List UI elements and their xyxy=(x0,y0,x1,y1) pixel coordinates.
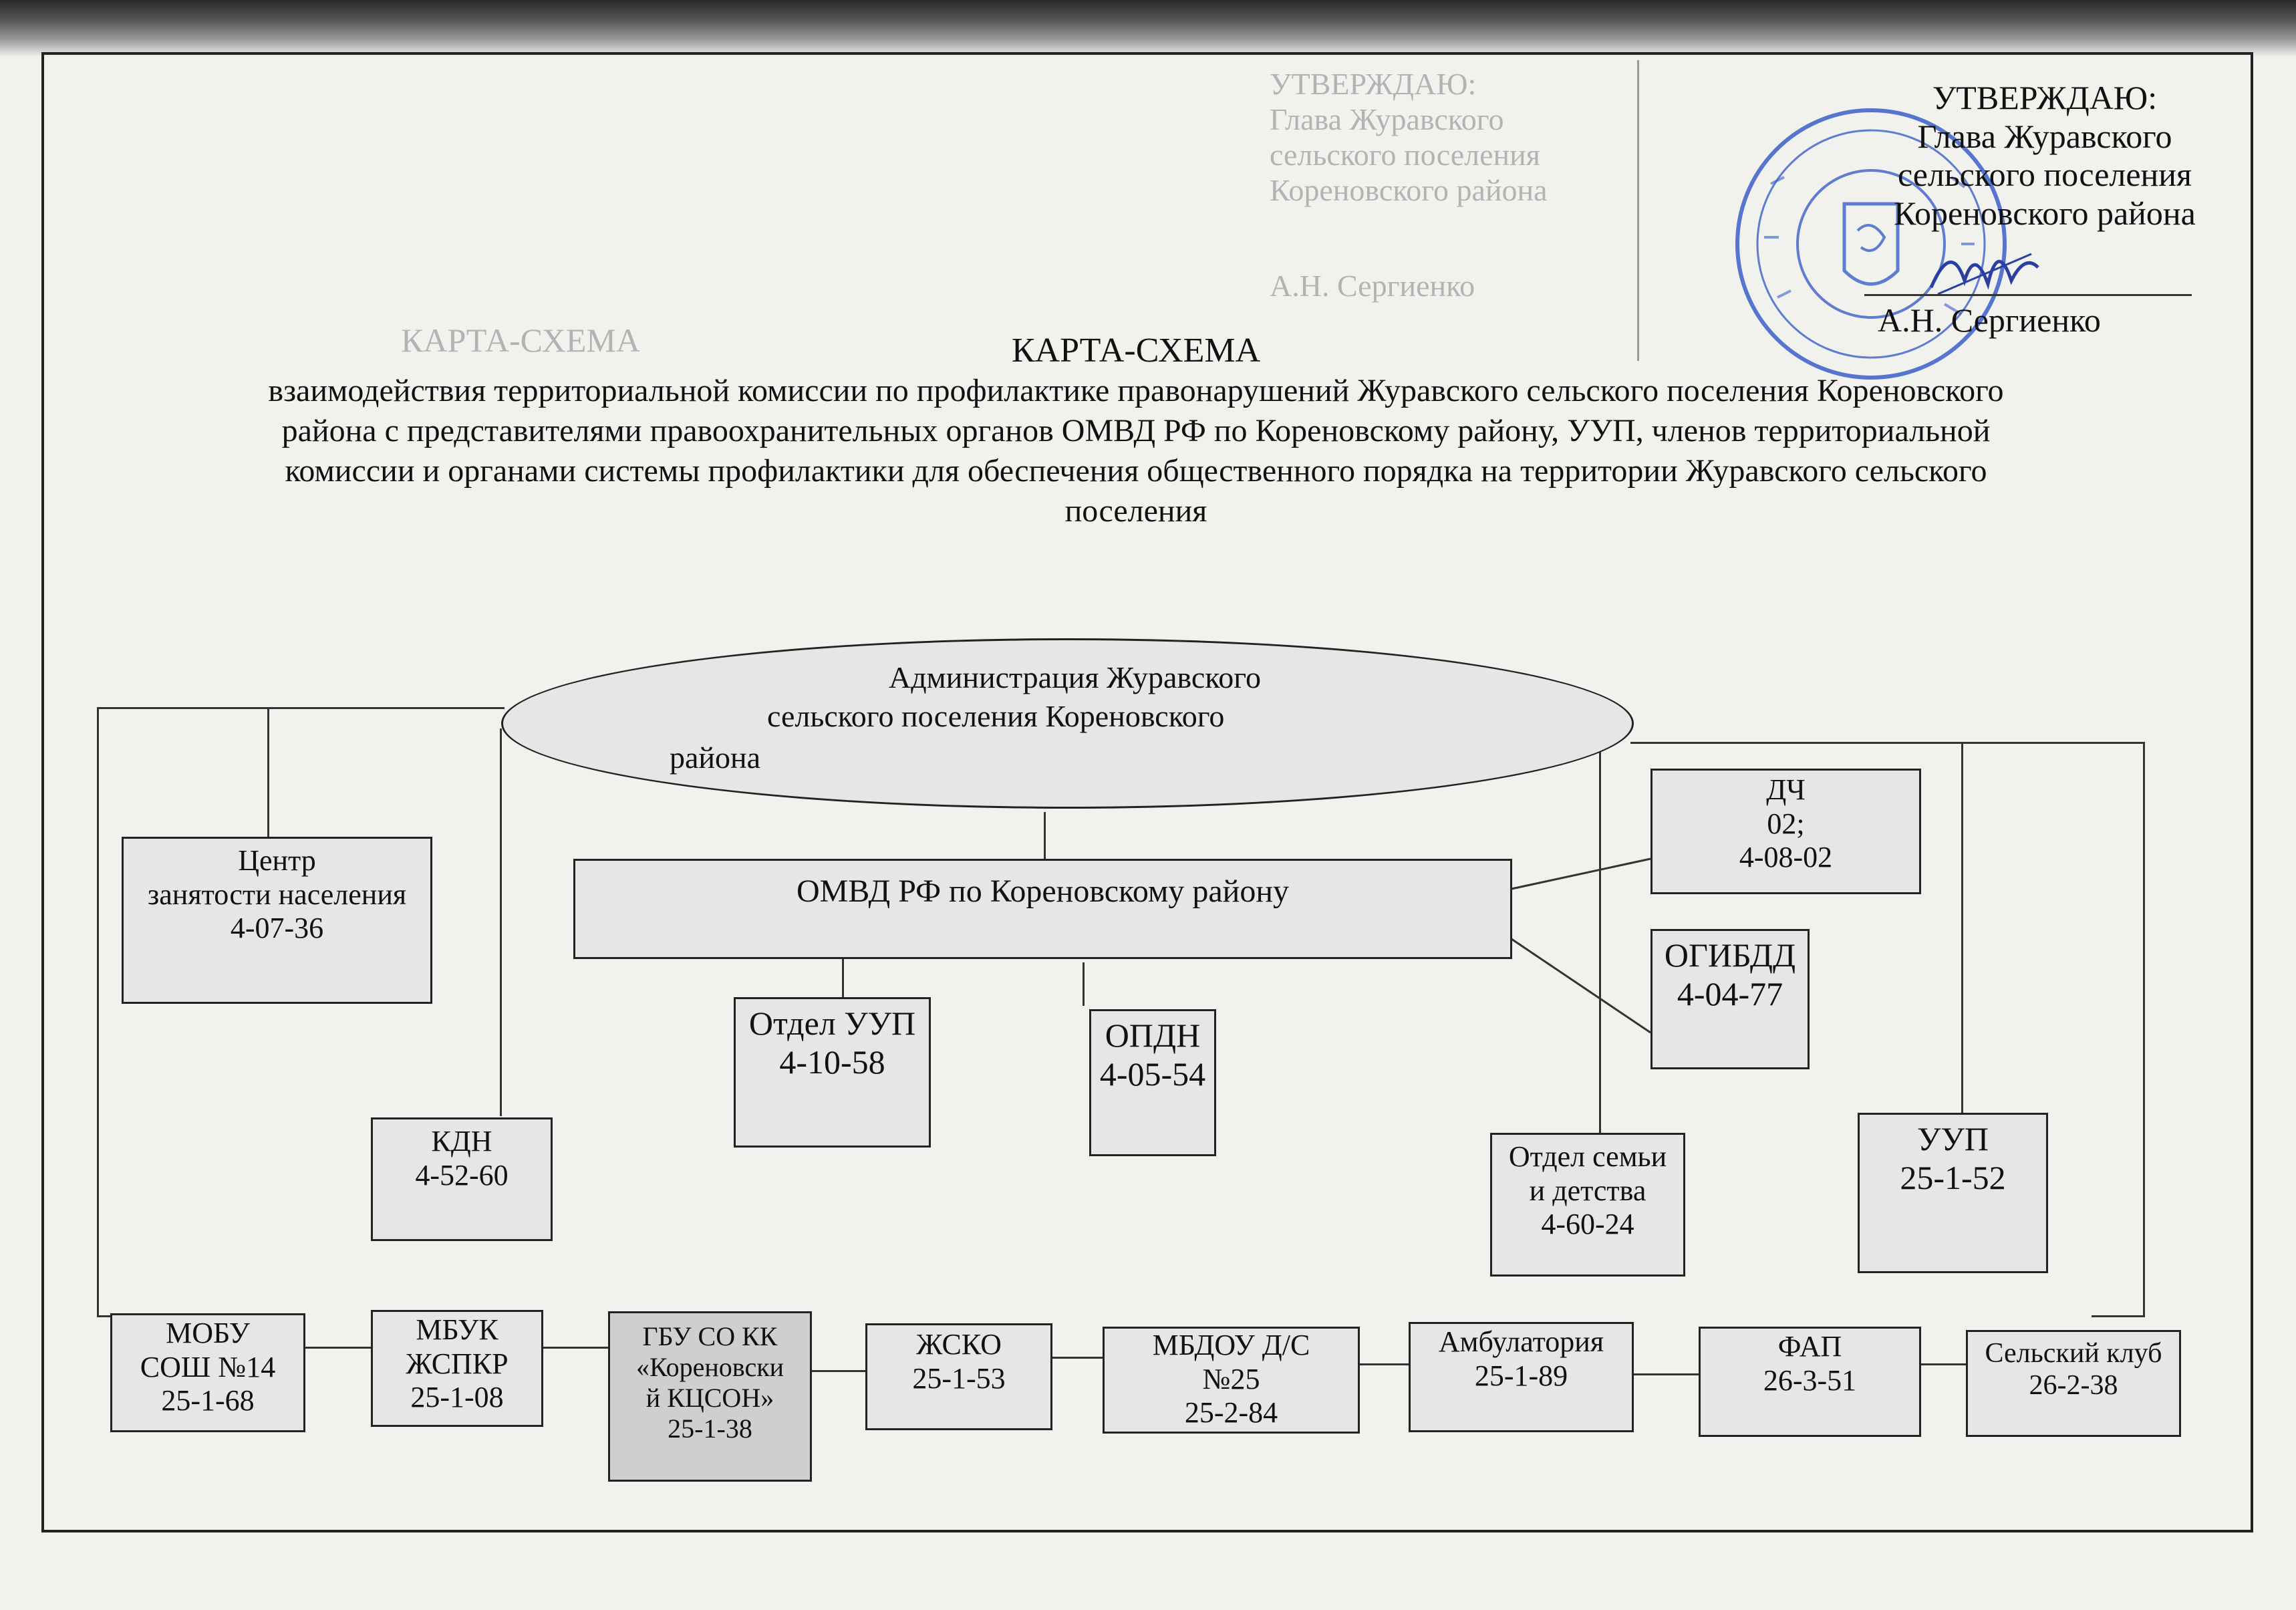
node-label: №25 xyxy=(1202,1362,1260,1395)
approval-line: Глава Журавского xyxy=(1917,117,2172,155)
dch-node xyxy=(1651,769,1921,894)
node-phone: 25-1-52 xyxy=(1900,1158,2006,1196)
approval-signer: А.Н. Сергиенко xyxy=(1878,301,2101,339)
bottom-node-ambulatory xyxy=(1409,1322,1634,1432)
family-department-node xyxy=(1490,1133,1685,1277)
bottom-node-zhsko xyxy=(865,1323,1052,1430)
title-line: комиссии и органами системы профилактики для обеспечения общественного порядка на территории Журавского сельского xyxy=(285,453,1987,489)
node-label: СОШ №14 xyxy=(140,1350,276,1383)
node-label: и детства xyxy=(1529,1174,1646,1207)
node-phone: 4-05-54 xyxy=(1099,1055,1206,1093)
node-label: МБУК xyxy=(416,1313,498,1346)
node-phone: 26-3-51 xyxy=(1763,1363,1857,1397)
title-line: поселения xyxy=(1064,493,1207,529)
node-label: МБДОУ Д/С xyxy=(1152,1329,1310,1361)
ghost-approval-line: Кореновского района xyxy=(1270,172,1548,207)
employment-center-node xyxy=(122,837,432,1004)
opdn-node xyxy=(1089,1009,1216,1156)
node-label: КДН xyxy=(431,1125,492,1158)
approval-heading: УТВЕРЖДАЮ: xyxy=(1932,79,2158,116)
node-phone: 4-52-60 xyxy=(415,1158,509,1192)
node-phone: 4-10-58 xyxy=(779,1043,885,1081)
bottom-node-club xyxy=(1966,1330,2181,1437)
node-phone: 25-1-68 xyxy=(161,1384,255,1418)
node-label: ФАП xyxy=(1777,1330,1842,1363)
node-label: й КЦСОН» xyxy=(645,1383,774,1413)
node-label: «Кореновски xyxy=(635,1352,784,1382)
ogibdd-node xyxy=(1651,929,1810,1069)
node-phone: 25-1-08 xyxy=(410,1381,504,1414)
omvd-label: ОМВД РФ по Кореновскому району xyxy=(796,874,1290,909)
title-heading: КАРТА-СХЕМА xyxy=(1011,331,1261,370)
node-phone: 25-1-53 xyxy=(912,1361,1006,1395)
ghost-approval-line: сельского поселения xyxy=(1270,137,1540,172)
node-label: Отдел УУП xyxy=(748,1004,916,1042)
node-label: занятости населения xyxy=(147,878,407,911)
omvd-node xyxy=(573,859,1512,959)
node-phone: 25-1-38 xyxy=(668,1414,752,1444)
node-phone: 4-07-36 xyxy=(230,912,324,945)
ghost-title: КАРТА-СХЕМА xyxy=(401,321,640,359)
node-phone: 4-08-02 xyxy=(1739,841,1833,874)
node-label: ГБУ СО КК xyxy=(642,1321,778,1351)
bottom-node-mbuk xyxy=(371,1310,543,1427)
node-phone: 4-60-24 xyxy=(1541,1208,1634,1241)
node-label: ЖСКО xyxy=(916,1328,1002,1361)
bottom-node-mbdou xyxy=(1103,1327,1360,1434)
node-label: ЖСПКР xyxy=(406,1347,509,1380)
node-label: Центр xyxy=(238,844,316,877)
uup-node xyxy=(1858,1113,2048,1273)
kdn-node xyxy=(371,1117,553,1241)
bottom-node-mobu xyxy=(110,1313,305,1432)
title-line: района с представителями правоохранительных органов ОМВД РФ по Кореновскому району, УУП, членов территориальной xyxy=(281,413,1991,448)
admin-label-1: Администрация Журавского xyxy=(889,660,1261,694)
node-label: 02; xyxy=(1767,807,1805,840)
ghost-approval-signer: А.Н. Сергиенко xyxy=(1270,268,1475,303)
node-label: Амбулатория xyxy=(1438,1325,1604,1358)
node-phone: 26-2-38 xyxy=(2029,1370,2118,1401)
node-phone: 25-2-84 xyxy=(1184,1396,1278,1430)
node-phone: 4-04-77 xyxy=(1677,974,1783,1013)
admin-label-3: района xyxy=(670,741,761,775)
bottom-node-fap xyxy=(1699,1327,1921,1437)
node-label: ОГИБДД xyxy=(1664,936,1796,974)
uup-department-node xyxy=(734,997,931,1148)
title-line: взаимодействия территориальной комиссии по профилактике правонарушений Журавского сельского поселения Кореновского xyxy=(268,373,2004,408)
node-label: МОБУ xyxy=(166,1317,250,1349)
ghost-approval-line: Глава Журавского xyxy=(1270,102,1504,136)
bottom-node-gbu xyxy=(608,1311,812,1482)
node-label: ОПДН xyxy=(1105,1017,1201,1054)
node-label: УУП xyxy=(1917,1120,1989,1158)
node-phone: 25-1-89 xyxy=(1474,1359,1568,1392)
approval-line: Кореновского района xyxy=(1894,194,2196,232)
node-label: Отдел семьи xyxy=(1508,1140,1667,1173)
admin-label-2: сельского поселения Кореновского xyxy=(767,699,1225,733)
ghost-approval-heading: УТВЕРЖДАЮ: xyxy=(1270,67,1477,101)
approval-line: сельского поселения xyxy=(1897,156,2192,193)
node-label: ДЧ xyxy=(1766,773,1806,806)
node-label: Сельский клуб xyxy=(1985,1338,2162,1369)
